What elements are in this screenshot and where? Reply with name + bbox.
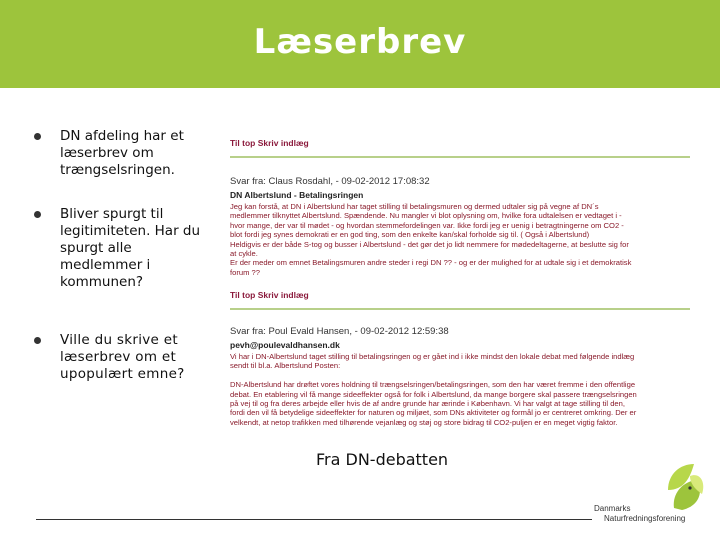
post-author-email[interactable]: pevh@poulevaldhansen.dk [230, 340, 340, 350]
bullet-text: Bliver spurgt til legitimiteten. Har du spurgt alle medlemmer i kommunen? [60, 206, 201, 290]
forum-divider [230, 156, 690, 158]
post-subject: DN Albertslund - Betalingsringen [230, 190, 364, 200]
post-header: Svar fra: Poul Evald Hansen, - 09-02-2012 12:59:38 [230, 326, 449, 337]
title-bar [0, 0, 720, 88]
logo-line-2: Naturfredningsforening [604, 514, 686, 523]
forum-divider [230, 308, 690, 310]
bullet-dot-icon [34, 211, 41, 218]
forum-top-link[interactable]: Til top Skriv indlæg [230, 138, 309, 148]
bullet-text: Ville du skrive et læserbrev om et upopulært emne? [60, 332, 185, 382]
post-header: Svar fra: Claus Rosdahl, - 09-02-2012 17:08:32 [230, 176, 430, 187]
logo-line-1: Danmarks [594, 504, 631, 513]
logo-text [594, 504, 685, 524]
bullet-dot-icon [34, 133, 41, 140]
slide-title: Læserbrev [253, 22, 467, 62]
bullet-dot-icon [34, 337, 41, 344]
bullet-text: DN afdeling har et læserbrev om trængselsringen. [60, 128, 184, 178]
caption: Fra DN-debatten [316, 450, 449, 469]
post-body: Jeg kan forstå, at DN i Albertslund har taget stilling til betalingsmuren og dermed udtaler sig på vegne af DN´s medlemmer tilknyttet Albertslund. Spændende. Nu mangler vi blot oplysning om, hvilke fora udtalelsen er vedtaget i - hvor mange, der var til mødet - og hvordan stemmefordelingen var. Ikke fordi jeg er uenig i betragtningerne om CO2 - blot fordi jeg synes demokrati er en god ting, som den enkelte kan/skal forholde sig til. ( Også i Albertslund) Heldigvis er der både S-tog og busser i Albertslund - det gør det jo lidt nemmere for mødedeltagerne, at beslutte sig for at cykle. Er der meder om emnet Betalingsmuren andre steder i regi DN ?? - og er der mulighed for at udtale sig i et demokratisk forum ?? [230, 202, 632, 277]
post-body: Vi har i DN-Albertslund taget stilling til betalingsringen og er gået ind i ikke mindst den lokale debat med følgende indlæg sendt til bl.a. Albertslund Posten: DN-Albertslund har drøftet vores holdning til trængselsringen/betalingsringen, som den har været fremme i den offentlige debat. En etablering vil få mange sideeffekter også for folk i Albertslund, da mange borgere skal passere trængselsringen på vej til og fra deres arbejde eller hvis de af andre grunde har ærinde i København. Vi har valgt at tage stilling til den, fordi den vil få betydelige sideeffekter for naturen og miljøet, som DNs aktiviteter og formål jo er centreret omkring. Der er velkendt, at netop trafikken med tilhørende vejanlæg og støj og store bidrag til CO2-puljen er en meget vigtig faktor. [230, 352, 637, 427]
footer-divider [36, 519, 592, 520]
forum-top-link[interactable]: Til top Skriv indlæg [230, 290, 309, 300]
